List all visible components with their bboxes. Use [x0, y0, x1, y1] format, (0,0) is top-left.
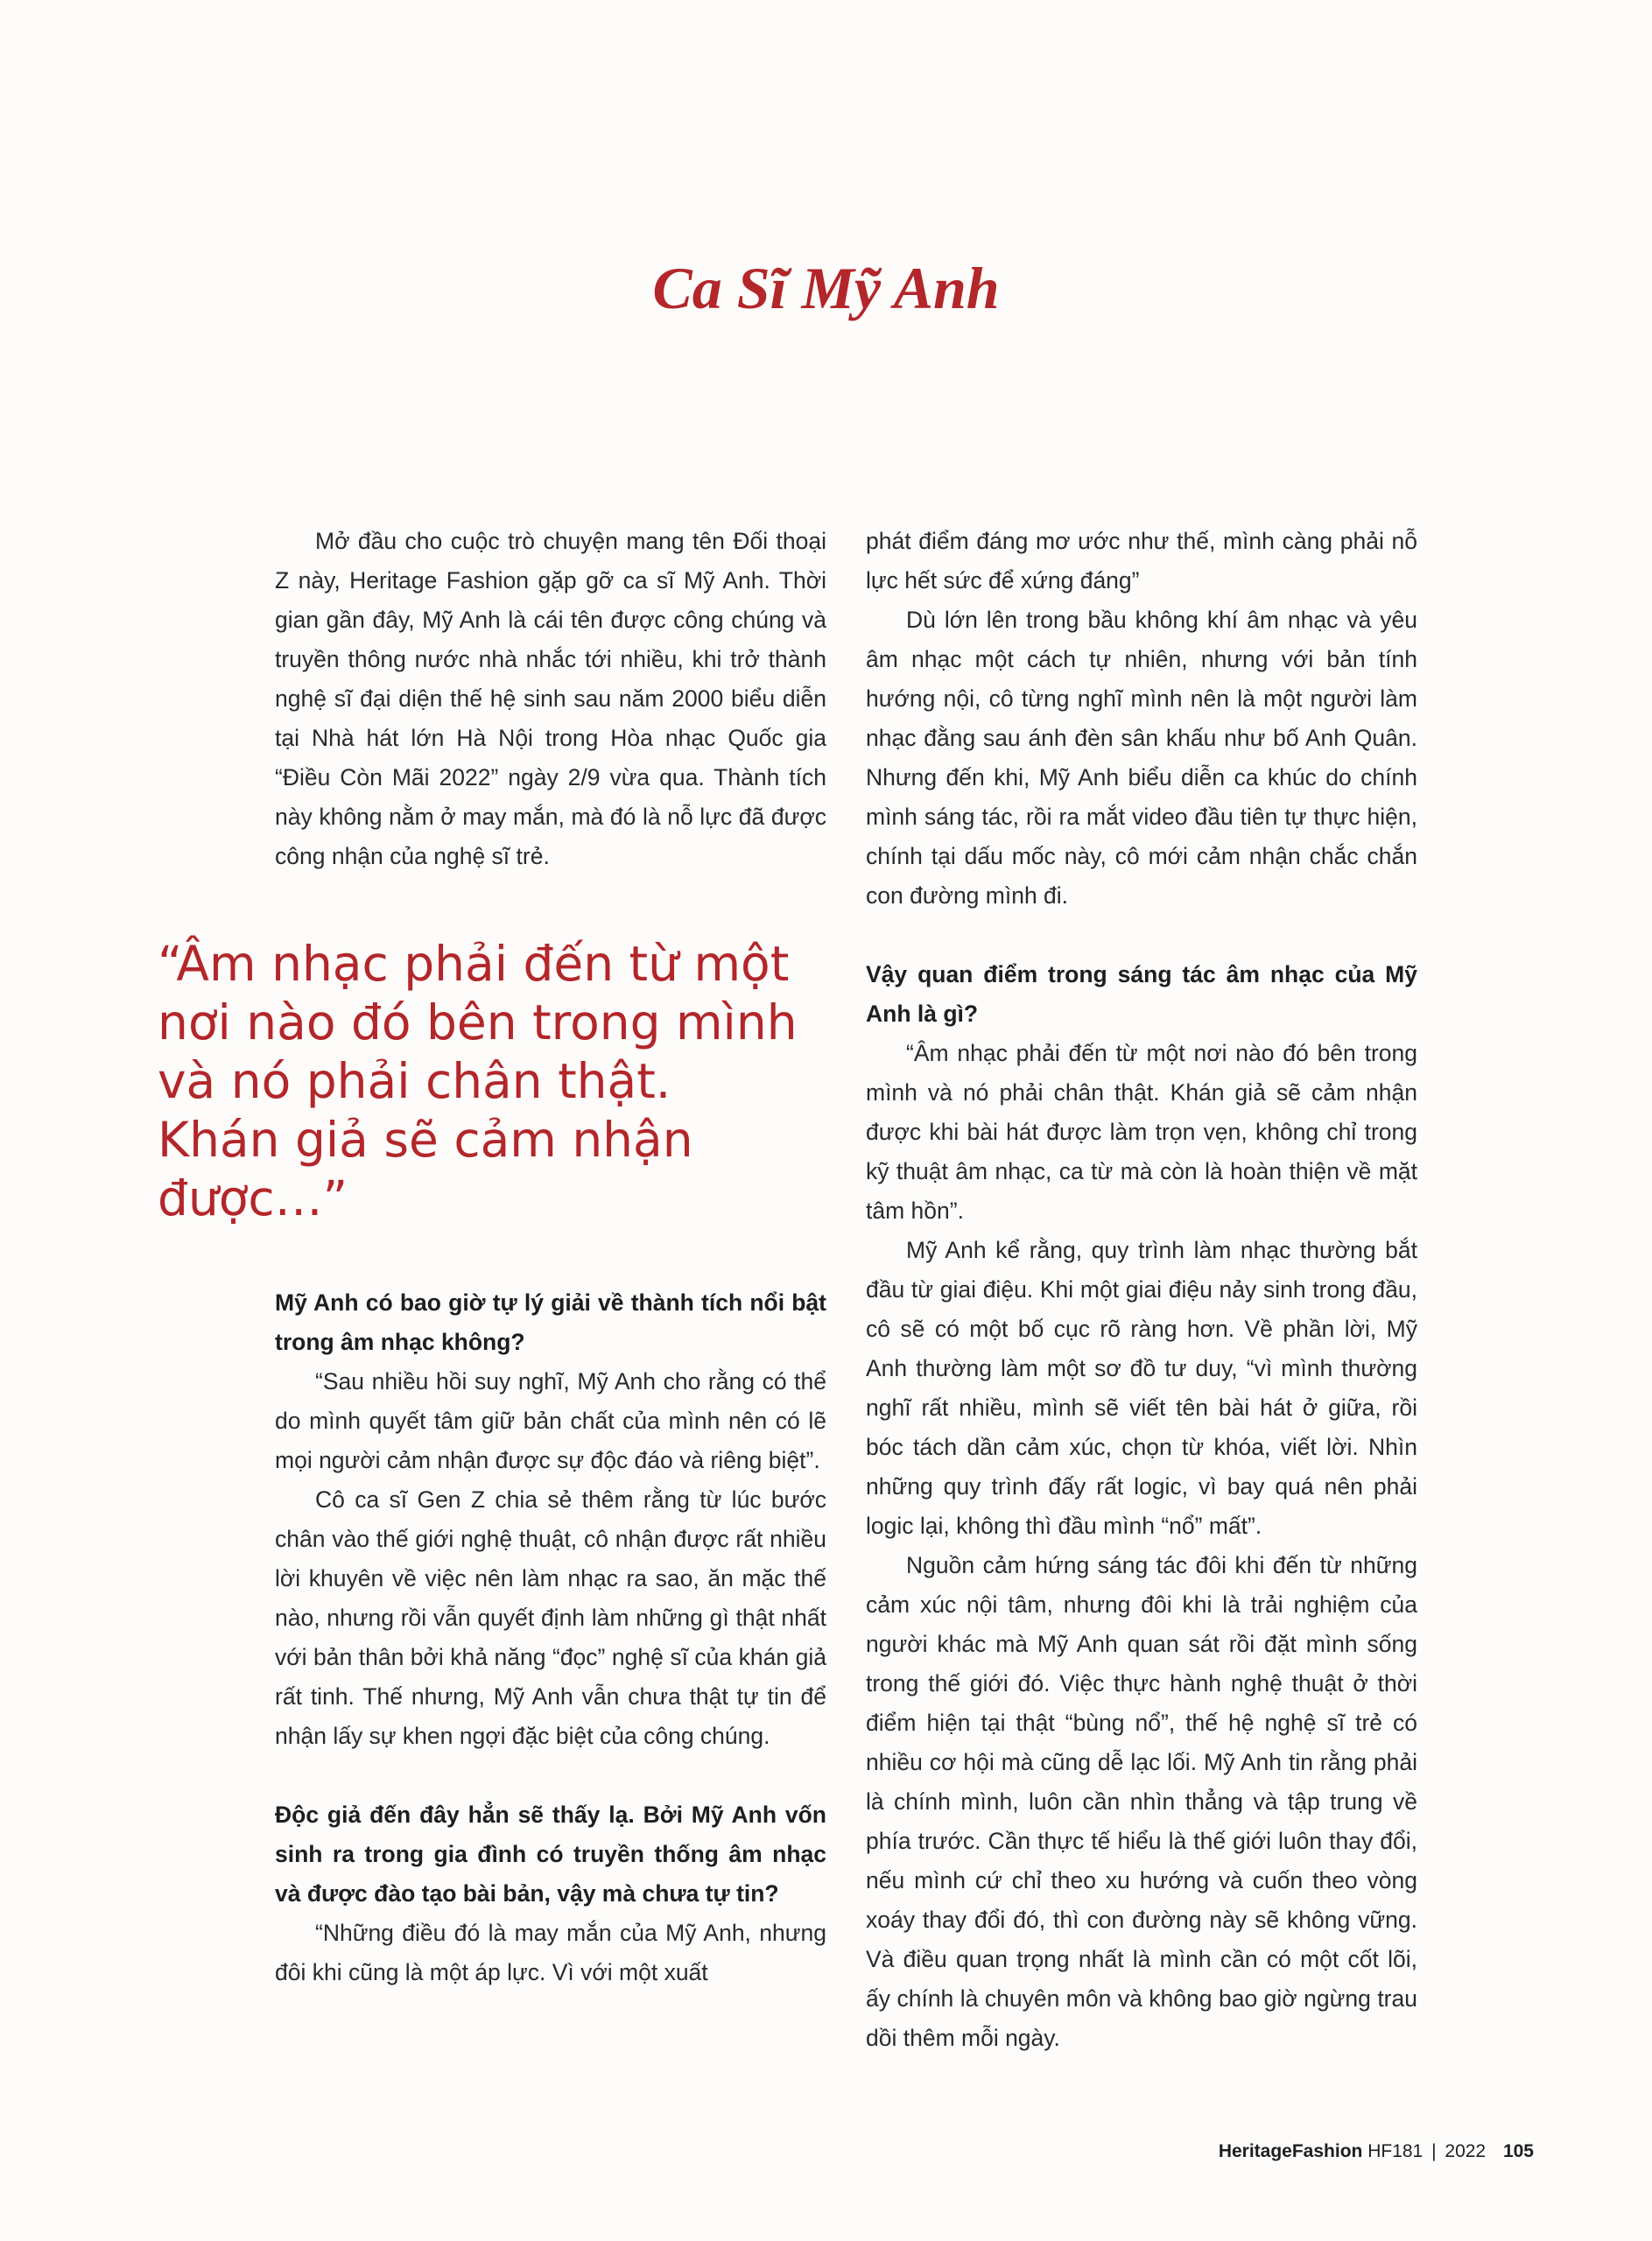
answer-1-paragraph-1: “Sau nhiều hồi suy nghĩ, Mỹ Anh cho rằng có thể do mình quyết tâm giữ bản chất của mình nên có lẽ mọi người cảm nhận được sự độc đáo và riêng biệt”. — [275, 1368, 826, 1473]
answer-3-paragraph-1: “Âm nhạc phải đến từ một nơi nào đó bên trong mình và nó phải chân thật. Khán giả sẽ cảm nhận được khi bài hát được làm trọn vẹn, không chỉ trong kỹ thuật âm nhạc, ca từ mà còn là hoàn thiện về mặt tâm hồn”. — [866, 1040, 1417, 1224]
right-paragraph-1: Dù lớn lên trong bầu không khí âm nhạc và yêu âm nhạc một cách tự nhiên, nhưng với bản tính hướng nội, cô từng nghĩ mình nên là một người làm nhạc đằng sau ánh đèn sân khấu như bố Anh Quân. Nhưng đến khi, Mỹ Anh biểu diễn ca khúc do chính mình sáng tác, rồi ra mắt video đầu tiên tự thực hiện, chính tại dấu mốc này, cô mới cảm nhận chắc chắn con đường mình đi. — [866, 607, 1417, 909]
pull-quote: “Âm nhạc phải đến từ một nơi nào đó bên trong mình và nó phải chân thật. Khán giả sẽ cảm nhận được…” — [158, 936, 798, 1226]
question-2: Độc giả đến đây hẳn sẽ thấy lạ. Bởi Mỹ Anh vốn sinh ra trong gia đình có truyền thống âm nhạc và được đào tạo bài bản, vậy mà chưa tự tin? — [275, 1802, 826, 1907]
section-gap — [866, 916, 1417, 955]
answer-1-paragraph-2: Cô ca sĩ Gen Z chia sẻ thêm rằng từ lúc bước chân vào thế giới nghệ thuật, cô nhận được rất nhiều lời khuyên về việc nên làm nhạc ra sao, ăn mặc thế nào, nhưng rồi vẫn quyết định làm những gì thật nhất với bản thân bởi khả năng “đọc” nghệ sĩ của khán giả rất tinh. Thế nhưng, Mỹ Anh vẫn chưa thật tự tin để nhận lấy sự khen ngợi đặc biệt của công chúng. — [275, 1486, 826, 1749]
left-column — [275, 522, 826, 1992]
answer-3-paragraph-3: Nguồn cảm hứng sáng tác đôi khi đến từ những cảm xúc nội tâm, nhưng đôi khi là trải nghiệm của người khác mà Mỹ Anh quan sát rồi đặt mình sống trong thế giới đó. Việc thực hành nghệ thuật ở thời điểm hiện tại thật “bùng nổ”, thế hệ nghệ sĩ trẻ có nhiều cơ hội mà cũng dễ lạc lối. Mỹ Anh tin rằng phải là chính mình, luôn cần nhìn thẳng và tập trung về phía trước. Cần thực tế hiểu là thế giới luôn thay đổi, nếu mình cứ chỉ theo xu hướng và cuốn theo vòng xoáy thay đổi đó, thì con đường này sẽ không vững. Và điều quan trọng nhất là mình cần có một cốt lõi, ấy chính là chuyên môn và không bao giờ ngừng trau dồi thêm mỗi ngày. — [866, 1552, 1417, 2051]
magazine-brand: HeritageFashion — [1218, 2141, 1363, 2161]
page-footer — [1219, 2141, 1534, 2162]
intro-paragraph: Mở đầu cho cuộc trò chuyện mang tên Đối thoại Z này, Heritage Fashion gặp gỡ ca sĩ Mỹ Anh. Thời gian gần đây, Mỹ Anh là cái tên được công chúng và truyền thông nước nhà nhắc tới nhiều, khi trở thành nghệ sĩ đại diện thế hệ sinh sau năm 2000 biểu diễn tại Nhà hát lớn Hà Nội trong Hòa nhạc Quốc gia “Điều Còn Mãi 2022” ngày 2/9 vừa qua. Thành tích này không nằm ở may mắn, mà đó là nỗ lực đã được công nhận của nghệ sĩ trẻ. — [275, 528, 826, 869]
question-3: Vậy quan điểm trong sáng tác âm nhạc của Mỹ Anh là gì? — [866, 961, 1417, 1027]
article-title: Ca Sĩ Mỹ Anh — [652, 255, 1000, 321]
section-gap — [275, 1756, 826, 1795]
answer-2-paragraph-1: “Những điều đó là may mắn của Mỹ Anh, nhưng đôi khi cũng là một áp lực. Vì với một xuất — [275, 1920, 826, 1985]
issue-number: HF181 — [1367, 2141, 1424, 2161]
question-1: Mỹ Anh có bao giờ tự lý giải về thành tích nổi bật trong âm nhạc không? — [275, 1289, 826, 1355]
issue-year: 2022 — [1445, 2141, 1487, 2161]
continued-paragraph: phát điểm đáng mơ ước như thế, mình càng phải nỗ lực hết sức để xứng đáng” — [866, 528, 1417, 594]
page-number: 105 — [1502, 2141, 1534, 2161]
footer-separator: | — [1431, 2141, 1437, 2161]
right-column — [866, 522, 1417, 2058]
answer-3-paragraph-2: Mỹ Anh kể rằng, quy trình làm nhạc thường bắt đầu từ giai điệu. Khi một giai điệu nảy sinh trong đầu, cô sẽ có một bố cục rõ ràng hơn. Về phần lời, Mỹ Anh thường làm một sơ đồ tư duy, “vì mình thường nghĩ rất nhiều, mình sẽ viết tên bài hát ở giữa, rồi bóc tách dần cảm xúc, chọn từ khóa, viết lời. Nhìn những quy trình đấy rất logic, vì bay quá nên phải logic lại, không thì đầu mình “nổ” mất”. — [866, 1237, 1417, 1539]
